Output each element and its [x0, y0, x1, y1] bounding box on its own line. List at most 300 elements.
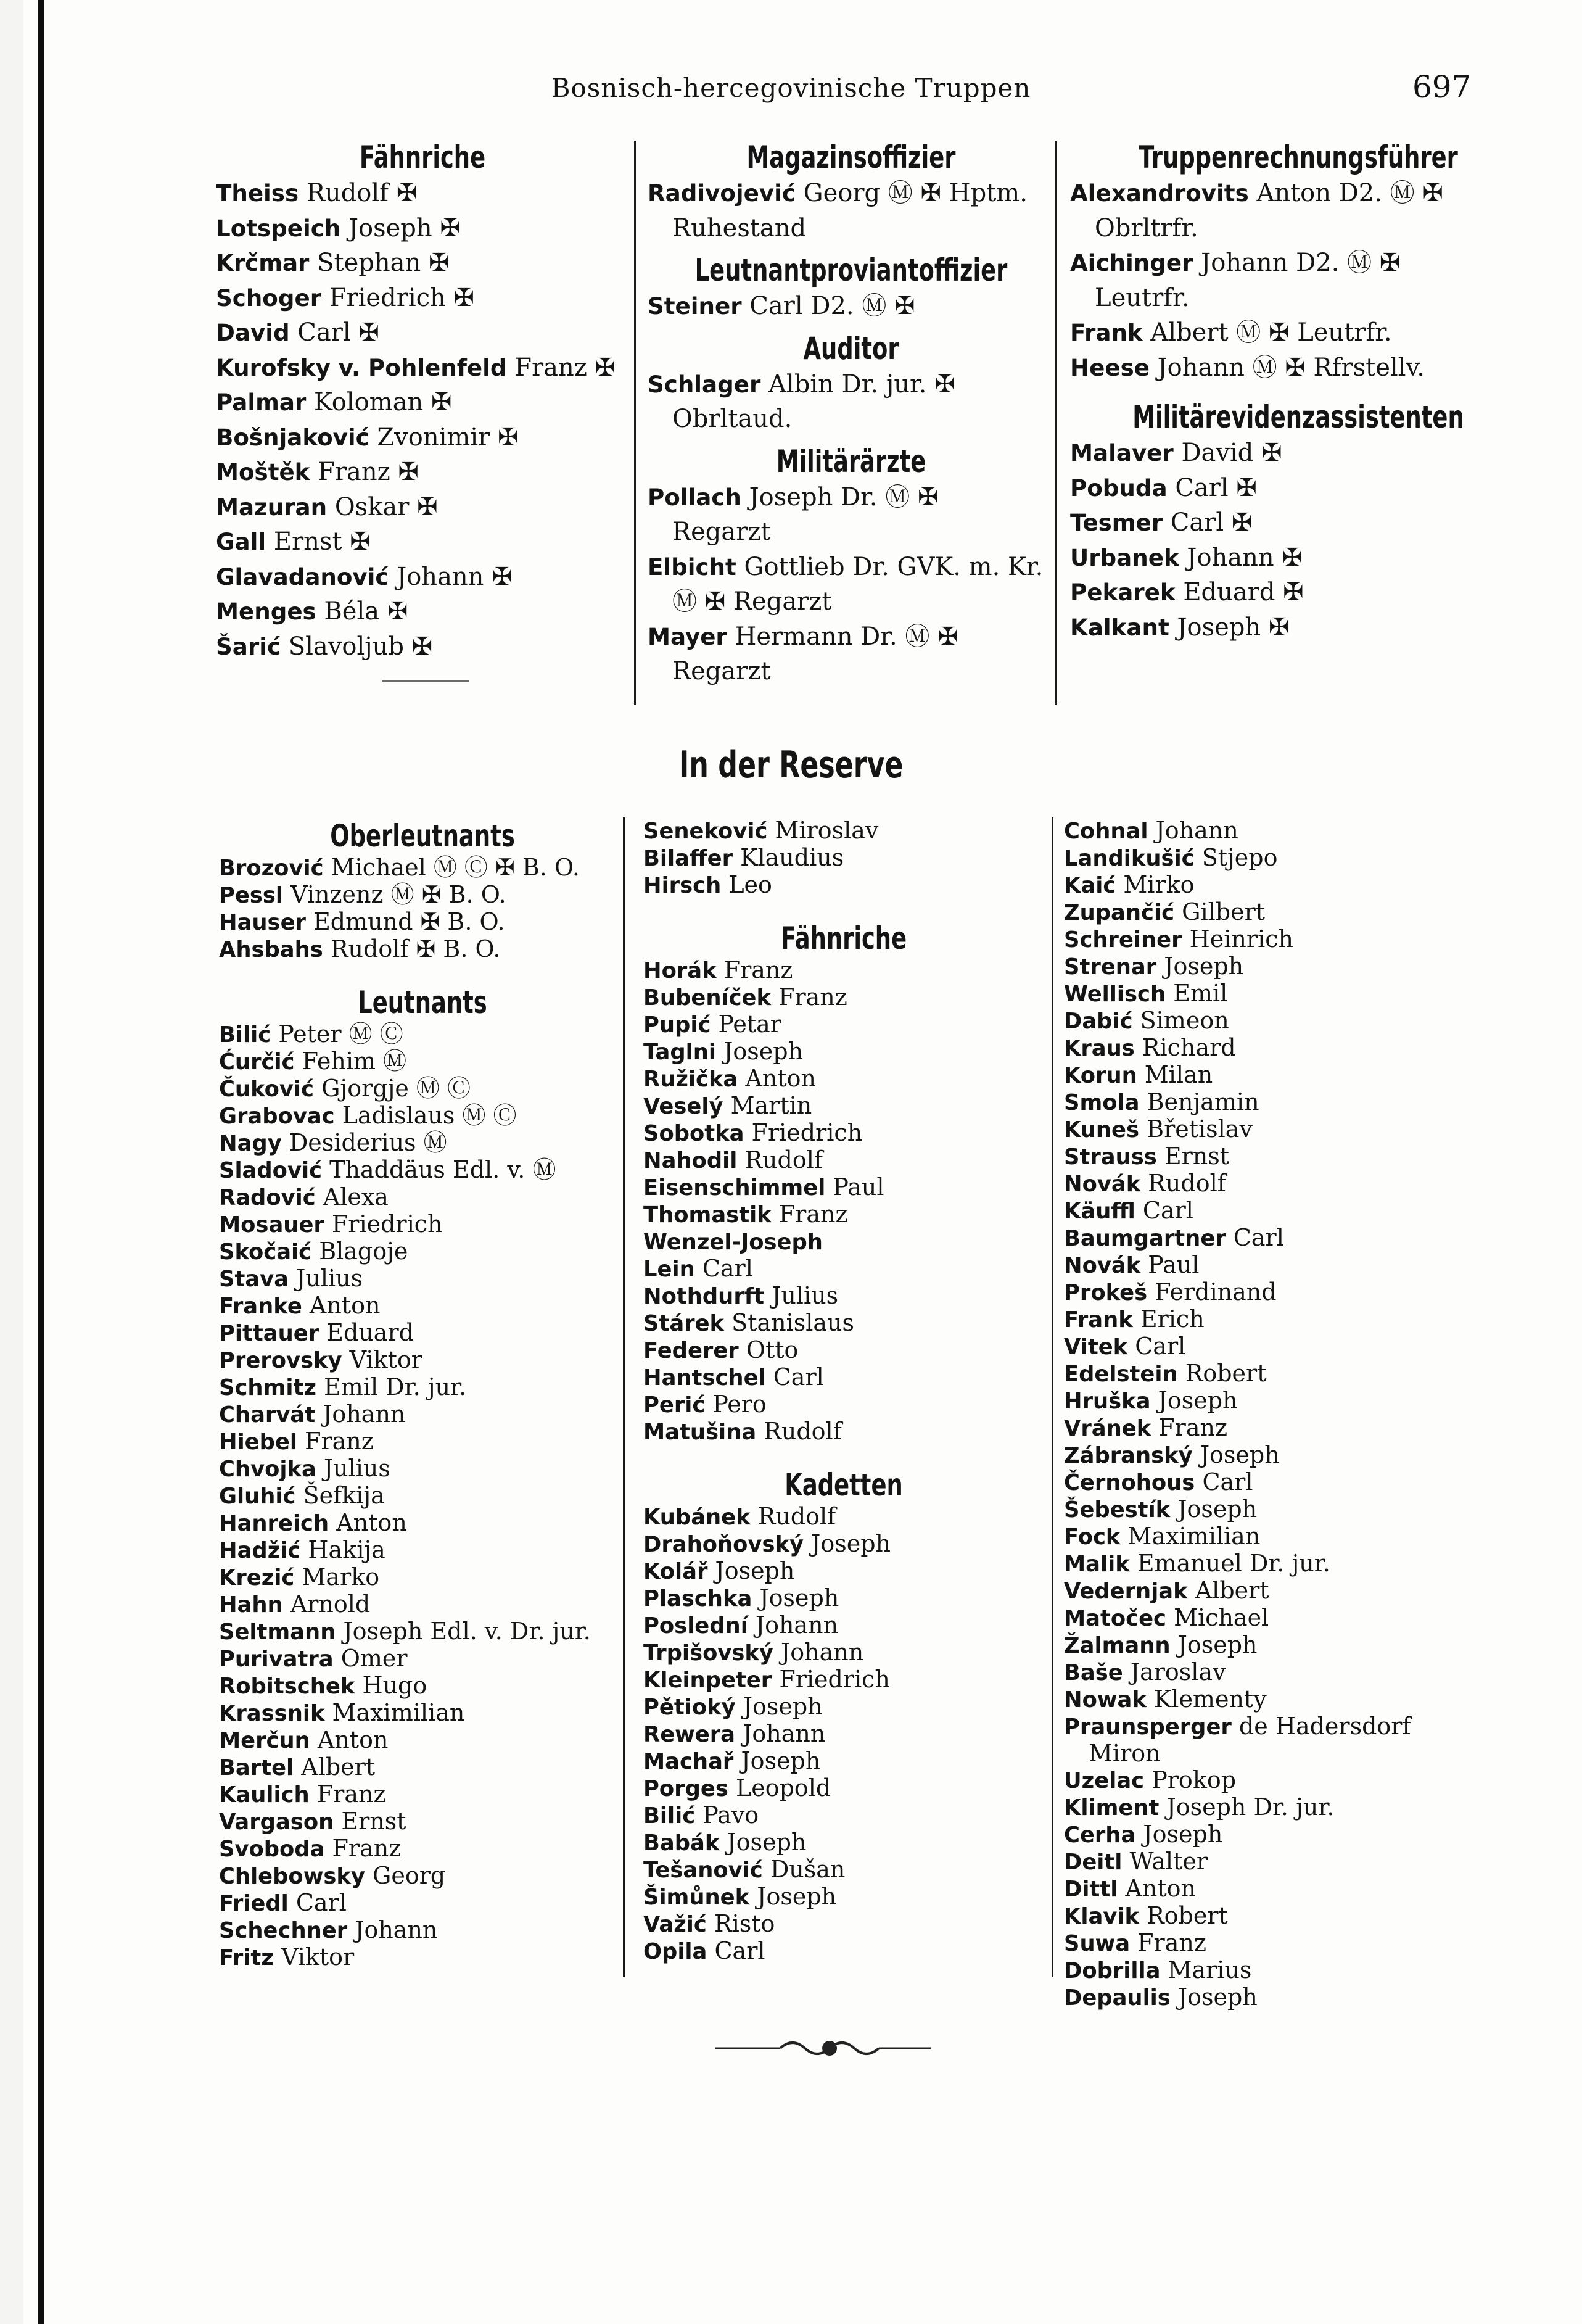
- given-name-rank: Joseph: [741, 1747, 821, 1774]
- roster-entry: [648, 550, 1055, 585]
- surname: Grabovac: [219, 1104, 335, 1129]
- given-name-rank: Johann Ⓜ ✠ Rfrstellv.: [1157, 353, 1425, 382]
- given-name-rank: Viktor: [349, 1346, 422, 1373]
- given-name-rank: Simeon: [1140, 1007, 1229, 1034]
- roster-entry: [1064, 1848, 1533, 1875]
- given-name-rank: Milan: [1144, 1061, 1213, 1088]
- reserve-column-continued: [1064, 817, 1533, 2011]
- surname: Bilaffer: [643, 846, 733, 871]
- given-name-rank: Eduard ✠: [1183, 578, 1304, 606]
- section-heading: Magazinsoffizier: [746, 139, 956, 175]
- given-name-rank: Julius: [323, 1455, 390, 1482]
- roster-entry: [216, 350, 629, 386]
- spacer: [648, 437, 1055, 443]
- surname: Drahoňovský: [643, 1532, 804, 1557]
- roster-entry: [216, 629, 629, 664]
- given-name-rank: Carl: [773, 1363, 824, 1391]
- given-name-rank: Joseph: [723, 1038, 804, 1065]
- roster-entry: [1064, 872, 1533, 899]
- given-name-rank: Joseph: [759, 1584, 839, 1611]
- roster-entry: [1064, 1442, 1533, 1469]
- column-rule: [1052, 817, 1053, 1977]
- given-name-rank: Eduard: [326, 1319, 414, 1346]
- given-name-rank: Friedrich: [779, 1666, 890, 1693]
- surname: Zupančić: [1064, 900, 1175, 925]
- given-name-rank: Franz: [1158, 1414, 1227, 1441]
- given-name-rank: Leopold: [735, 1774, 831, 1801]
- given-name-rank: Maximilian: [1127, 1523, 1261, 1550]
- given-name-rank: Carl: [1135, 1333, 1186, 1360]
- given-name-rank: Hugo: [362, 1672, 427, 1699]
- roster-entry: [643, 1856, 1044, 1884]
- surname: Depaulis: [1064, 1985, 1171, 2011]
- roster-entry: [219, 1863, 626, 1890]
- entry-continuation: Obrltrfr.: [1095, 213, 1198, 242]
- roster-entry: [219, 1835, 626, 1863]
- surname: Frank: [1064, 1307, 1133, 1333]
- surname: Schoger: [216, 284, 322, 312]
- roster-entry: [219, 1781, 626, 1808]
- surname: Bošnjaković: [216, 423, 369, 451]
- given-name-rank: Franz: [723, 956, 793, 983]
- surname: Chlebowsky: [219, 1864, 365, 1889]
- surname: Horák: [643, 958, 717, 983]
- given-name-rank: Johann D2. Ⓜ ✠: [1201, 249, 1401, 277]
- roster-entry: [643, 1255, 1044, 1283]
- given-name-rank: Pavo: [702, 1801, 759, 1829]
- surname: Novák: [1064, 1253, 1141, 1278]
- given-name-rank: Rudolf ✠: [306, 179, 418, 207]
- roster-entry: [643, 1802, 1044, 1829]
- surname: Franke: [219, 1294, 302, 1319]
- given-name-rank: Zvonimir ✠: [377, 423, 519, 452]
- roster-entry: [219, 1130, 626, 1157]
- given-name-rank: Joseph: [743, 1693, 823, 1720]
- given-name-rank: Joseph: [1177, 1983, 1258, 2011]
- surname: Strauss: [1064, 1144, 1157, 1170]
- surname: Radović: [219, 1185, 316, 1210]
- given-name-rank: Ernst: [341, 1808, 406, 1835]
- roster-entry: [219, 1102, 626, 1130]
- surname: Šimůnek: [643, 1885, 750, 1910]
- surname: Kalkant: [1070, 613, 1169, 641]
- surname: Bartel: [219, 1755, 294, 1780]
- roster-entry: [1064, 899, 1533, 926]
- surname: Šebestík: [1064, 1497, 1171, 1523]
- given-name-rank: Joseph Dr. Ⓜ ✠: [749, 482, 939, 511]
- surname: Pětioký: [643, 1695, 736, 1720]
- surname: Elbicht: [648, 553, 736, 581]
- section-heading: Leutnantproviantoffizier: [694, 252, 1008, 288]
- given-name-rank: Martin: [730, 1092, 812, 1119]
- surname: Schreiner: [1064, 927, 1182, 953]
- surname: Charvát: [219, 1402, 316, 1428]
- surname: Ćurčić: [219, 1049, 295, 1075]
- surname: Uzelac: [1064, 1768, 1145, 1793]
- entry-continuation: Ruhestand: [672, 213, 807, 242]
- given-name-rank: Gjorgje Ⓜ Ⓒ: [321, 1075, 471, 1102]
- spacer: [219, 963, 626, 984]
- roster-entry: [219, 1428, 626, 1455]
- given-name-rank: Emanuel Dr. jur.: [1137, 1550, 1330, 1577]
- surname: Tešanović: [643, 1858, 763, 1883]
- surname: Hantschel: [643, 1365, 766, 1391]
- roster-entry: [1070, 246, 1526, 281]
- surname: Menges: [216, 598, 316, 625]
- surname: Pobuda: [1070, 474, 1168, 502]
- roster-entry: [643, 1938, 1044, 1965]
- roster-entry: [643, 1503, 1044, 1531]
- surname: Svoboda: [219, 1837, 325, 1862]
- surname: Seltmann: [219, 1619, 336, 1645]
- roster-entry: [643, 1283, 1044, 1310]
- given-name-rank: Rudolf ✠ B. O.: [330, 935, 501, 962]
- surname: Hadžić: [219, 1538, 301, 1563]
- roster-entry: [219, 1890, 626, 1917]
- roster-entry: [643, 1829, 1044, 1856]
- given-name-rank: Blagoje: [319, 1238, 408, 1265]
- surname: Deitl: [1064, 1850, 1123, 1875]
- spacer: [1070, 385, 1526, 399]
- given-name-rank: Joseph: [1143, 1821, 1223, 1848]
- surname: Radivojević: [648, 180, 796, 207]
- roster-entry: [643, 1721, 1044, 1748]
- surname: Cohnal: [1064, 819, 1148, 844]
- surname: Sladović: [219, 1158, 323, 1183]
- surname: Porges: [643, 1776, 728, 1801]
- surname: Pupić: [643, 1012, 711, 1038]
- entry-continuation: Regarzt: [672, 518, 771, 546]
- roster-entry: [1064, 1930, 1533, 1957]
- entry-continuation: Miron: [1089, 1740, 1161, 1767]
- roster-entry: [219, 1238, 626, 1265]
- roster-entry: [216, 176, 629, 211]
- surname: Sobotka: [643, 1121, 744, 1146]
- roster-entry: [219, 1075, 626, 1102]
- given-name-rank: Jaroslav: [1130, 1658, 1226, 1685]
- roster-entry: [219, 1320, 626, 1347]
- column-rule: [634, 141, 636, 705]
- given-name-rank: Johann: [781, 1639, 864, 1666]
- given-name-rank: Stephan ✠: [317, 249, 450, 277]
- surname: Pittauer: [219, 1321, 319, 1346]
- surname: Palmar: [216, 389, 307, 416]
- roster-entry: [1064, 1306, 1533, 1333]
- given-name-rank: Joseph Dr. jur.: [1166, 1793, 1335, 1821]
- top-column-accounting: [1070, 139, 1526, 645]
- given-name-rank: Friedrich: [751, 1119, 863, 1146]
- given-name-rank: Joseph: [811, 1530, 891, 1557]
- surname: Nagy: [219, 1131, 282, 1156]
- given-name-rank: Albert: [301, 1753, 376, 1780]
- roster-entry: [219, 1917, 626, 1944]
- roster-entry: [643, 1418, 1044, 1445]
- surname: Mazuran: [216, 493, 328, 521]
- roster-entry: [643, 984, 1044, 1011]
- roster-entry: [219, 1374, 626, 1401]
- surname: Vargason: [219, 1809, 334, 1835]
- given-name-rank: Franz: [305, 1428, 374, 1455]
- given-name-rank: Franz: [1137, 1929, 1206, 1956]
- surname: Vitek: [1064, 1334, 1128, 1360]
- spacer: [643, 899, 1044, 920]
- entry-continuation: Regarzt: [672, 657, 771, 685]
- surname: Prerovsky: [219, 1348, 342, 1373]
- ornament-divider: [712, 2030, 934, 2067]
- surname: Lein: [643, 1257, 695, 1282]
- given-name-rank: Leo: [728, 871, 772, 898]
- given-name-rank: Michael: [1174, 1604, 1269, 1631]
- surname: Kurofsky v. Pohlenfeld: [216, 354, 507, 381]
- roster-entry: [643, 1884, 1044, 1911]
- given-name-rank: Hakija: [308, 1536, 385, 1563]
- surname: Hahn: [219, 1592, 283, 1618]
- roster-entry: [219, 1048, 626, 1075]
- surname: Schmitz: [219, 1375, 316, 1400]
- given-name-rank: Oskar ✠: [334, 492, 438, 521]
- given-name-rank: Joseph: [727, 1829, 807, 1856]
- given-name-rank: Georg: [373, 1862, 446, 1889]
- surname: Kaić: [1064, 873, 1116, 898]
- roster-entry: [219, 936, 626, 963]
- given-name-rank: Anton: [317, 1726, 389, 1753]
- roster-entry: [1064, 1984, 1533, 2011]
- roster-entry: [1064, 1550, 1533, 1578]
- roster-entry: [1070, 505, 1526, 540]
- roster-entry: [643, 1748, 1044, 1775]
- section-end-rule: [382, 680, 469, 682]
- surname: Glavadanović: [216, 563, 389, 590]
- surname: Smola: [1064, 1090, 1140, 1115]
- roster-entry: [643, 1337, 1044, 1364]
- section-heading: Oberleutnants: [330, 818, 515, 854]
- surname: Friedl: [219, 1891, 289, 1916]
- surname: Perić: [643, 1392, 706, 1418]
- surname: Schechner: [219, 1918, 348, 1943]
- given-name-rank: Prokop: [1151, 1766, 1237, 1793]
- given-name-rank: Robert: [1185, 1360, 1267, 1387]
- given-name-rank: Emil Dr. jur.: [324, 1373, 467, 1400]
- surname: Plaschka: [643, 1586, 752, 1611]
- roster-entry: [219, 1482, 626, 1510]
- roster-entry: [643, 1639, 1044, 1666]
- given-name-rank: Joseph: [1164, 953, 1244, 980]
- roster-entry: [1064, 1333, 1533, 1360]
- surname: Gluhić: [219, 1484, 296, 1509]
- section-heading: Truppenrechnungsführer: [1139, 139, 1458, 175]
- roster-entry: [219, 1618, 626, 1645]
- entry-continuation: Obrltaud.: [672, 405, 793, 433]
- surname: Pollach: [648, 483, 741, 511]
- top-column-officers: [648, 139, 1055, 689]
- surname: Fock: [1064, 1524, 1121, 1550]
- roster-entry: [1064, 1496, 1533, 1523]
- given-name-rank: Arnold: [290, 1590, 371, 1618]
- given-name-rank: Franz: [778, 983, 847, 1011]
- surname: Purivatra: [219, 1647, 334, 1672]
- surname: Malaver: [1070, 439, 1174, 466]
- given-name-rank: Johann: [743, 1720, 826, 1747]
- given-name-rank: Otto: [746, 1336, 799, 1363]
- surname: Nowak: [1064, 1687, 1147, 1713]
- surname: Heese: [1070, 354, 1150, 381]
- surname: Lotspeich: [216, 214, 341, 242]
- roster-entry: [219, 1727, 626, 1754]
- roster-entry: [1064, 1116, 1533, 1143]
- surname: Kaulich: [219, 1782, 310, 1808]
- given-name-rank: Ernst ✠: [273, 527, 371, 556]
- roster-entry: [1064, 1659, 1533, 1686]
- given-name-rank: Risto: [714, 1910, 775, 1937]
- surname: Babák: [643, 1830, 720, 1856]
- roster-entry: [219, 1754, 626, 1781]
- roster-entry: [648, 176, 1055, 211]
- given-name-rank: Koloman ✠: [314, 388, 452, 416]
- surname: Stárek: [643, 1311, 725, 1336]
- surname: Theiss: [216, 180, 299, 207]
- given-name-rank: Anton: [1125, 1875, 1196, 1902]
- entry-continuation: Leutrfr.: [1095, 283, 1190, 312]
- roster-entry: [1064, 1469, 1533, 1496]
- surname: Urbanek: [1070, 544, 1179, 571]
- roster-entry: [1064, 817, 1533, 845]
- surname: Krezić: [219, 1565, 295, 1590]
- roster-entry: [219, 1292, 626, 1320]
- roster-entry: [643, 1693, 1044, 1721]
- surname: Baumgartner: [1064, 1226, 1226, 1251]
- surname: Thomastik: [643, 1202, 772, 1228]
- roster-entry: [1064, 1578, 1533, 1605]
- surname: Hanreich: [219, 1511, 329, 1536]
- roster-entry: [219, 1537, 626, 1564]
- given-name-rank: Carl: [714, 1937, 765, 1964]
- roster-entry: [1064, 1903, 1533, 1930]
- surname: Hiebel: [219, 1429, 297, 1455]
- given-name-rank: Marius: [1168, 1956, 1252, 1983]
- spacer: [643, 1445, 1044, 1466]
- surname: Brozović: [219, 856, 324, 881]
- surname: Matušina: [643, 1420, 757, 1445]
- given-name-rank: Slavoljub ✠: [288, 632, 433, 661]
- given-name-rank: Stjepo: [1201, 844, 1278, 871]
- spacer: [648, 324, 1055, 330]
- given-name-rank: Carl ✠: [1170, 508, 1253, 537]
- roster-entry: [1070, 610, 1526, 645]
- roster-entry: [643, 817, 1044, 845]
- surname: Krassnik: [219, 1701, 325, 1726]
- roster-entry: [643, 1558, 1044, 1585]
- roster-entry: [216, 246, 629, 281]
- surname: Kubánek: [643, 1505, 751, 1530]
- roster-entry: [216, 315, 629, 350]
- roster-entry: [643, 1666, 1044, 1693]
- surname: Černohous: [1064, 1470, 1195, 1495]
- given-name-rank: Pero: [712, 1391, 767, 1418]
- given-name-rank: Carl ✠: [1175, 473, 1257, 502]
- surname: Korun: [1064, 1063, 1137, 1088]
- given-name-rank: Omer: [340, 1645, 408, 1672]
- roster-entry: [216, 524, 629, 560]
- surname: Matočec: [1064, 1606, 1166, 1631]
- surname: Dittl: [1064, 1877, 1118, 1902]
- roster-entry: [643, 845, 1044, 872]
- roster-entry: [1064, 953, 1533, 980]
- page-number: 697: [1412, 69, 1472, 105]
- roster-entry: [1070, 436, 1526, 471]
- given-name-rank: Desiderius Ⓜ: [289, 1129, 447, 1156]
- roster-entry: [219, 909, 626, 936]
- column-rule: [623, 817, 625, 1977]
- roster-entry: [1064, 1794, 1533, 1821]
- surname: Hirsch: [643, 873, 722, 898]
- given-name-rank: Edmund ✠ B. O.: [313, 908, 505, 935]
- surname: Bubeníček: [643, 985, 771, 1011]
- given-name-rank: Franz: [778, 1201, 848, 1228]
- surname: Malik: [1064, 1552, 1130, 1577]
- given-name-rank: Fehim Ⓜ: [302, 1048, 407, 1075]
- given-name-rank: Albin Dr. jur. ✠: [768, 370, 955, 399]
- surname: Seneković: [643, 819, 768, 844]
- given-name-rank: Joseph: [757, 1883, 837, 1910]
- surname: Šarić: [216, 632, 281, 660]
- surname: Käuffl: [1064, 1199, 1135, 1224]
- roster-entry: [643, 1011, 1044, 1038]
- surname: Frank: [1070, 319, 1143, 346]
- page-edge-line: [38, 0, 44, 2324]
- given-name-rank: Joseph ✠: [348, 213, 461, 242]
- given-name-rank: Béla ✠: [324, 597, 408, 626]
- roster-entry: [643, 1065, 1044, 1093]
- surname: Opila: [643, 1939, 707, 1964]
- given-name-rank: Albert Ⓜ ✠ Leutrfr.: [1150, 318, 1392, 347]
- given-name-rank: Maximilian: [332, 1699, 465, 1726]
- surname: Baše: [1064, 1660, 1123, 1685]
- given-name-rank: Viktor: [281, 1943, 355, 1970]
- given-name-rank: Miroslav: [775, 817, 879, 844]
- surname: Važić: [643, 1912, 707, 1937]
- given-name-rank: Carl D2. Ⓜ ✠: [749, 292, 915, 320]
- roster-entry: [219, 1184, 626, 1211]
- given-name-rank: Johann: [323, 1400, 406, 1428]
- surname: Merčun: [219, 1728, 310, 1753]
- surname: Poslední: [643, 1613, 748, 1639]
- section-heading: Militärevidenzassistenten: [1132, 399, 1464, 435]
- given-name-rank: Carl ✠: [297, 318, 379, 347]
- given-name-rank: Johann: [1155, 817, 1238, 844]
- surname: Chvojka: [219, 1457, 316, 1482]
- roster-entry: [1064, 1875, 1533, 1903]
- given-name-rank: Georg Ⓜ ✠ Hptm.: [803, 179, 1028, 207]
- roster-entry: [219, 1265, 626, 1292]
- surname: Ahsbahs: [219, 937, 323, 962]
- section-heading: Kadetten: [785, 1467, 903, 1503]
- surname: Edelstein: [1064, 1362, 1178, 1387]
- roster-entry: [648, 367, 1055, 402]
- given-name-rank: Anton: [309, 1292, 381, 1319]
- given-name-rank: Joseph ✠: [1177, 613, 1290, 642]
- reserve-column-officers: [219, 817, 626, 1971]
- given-name-rank: Petar: [718, 1011, 781, 1038]
- surname: Aichinger: [1070, 249, 1193, 276]
- roster-entry: [1064, 1252, 1533, 1279]
- roster-entry: [1064, 845, 1533, 872]
- roster-entry: [1064, 1767, 1533, 1794]
- roster-entry: [643, 1147, 1044, 1174]
- roster-entry: [219, 854, 626, 882]
- surname: Strenar: [1064, 954, 1157, 980]
- surname: Vránek: [1064, 1416, 1151, 1441]
- roster-entry: [643, 1364, 1044, 1391]
